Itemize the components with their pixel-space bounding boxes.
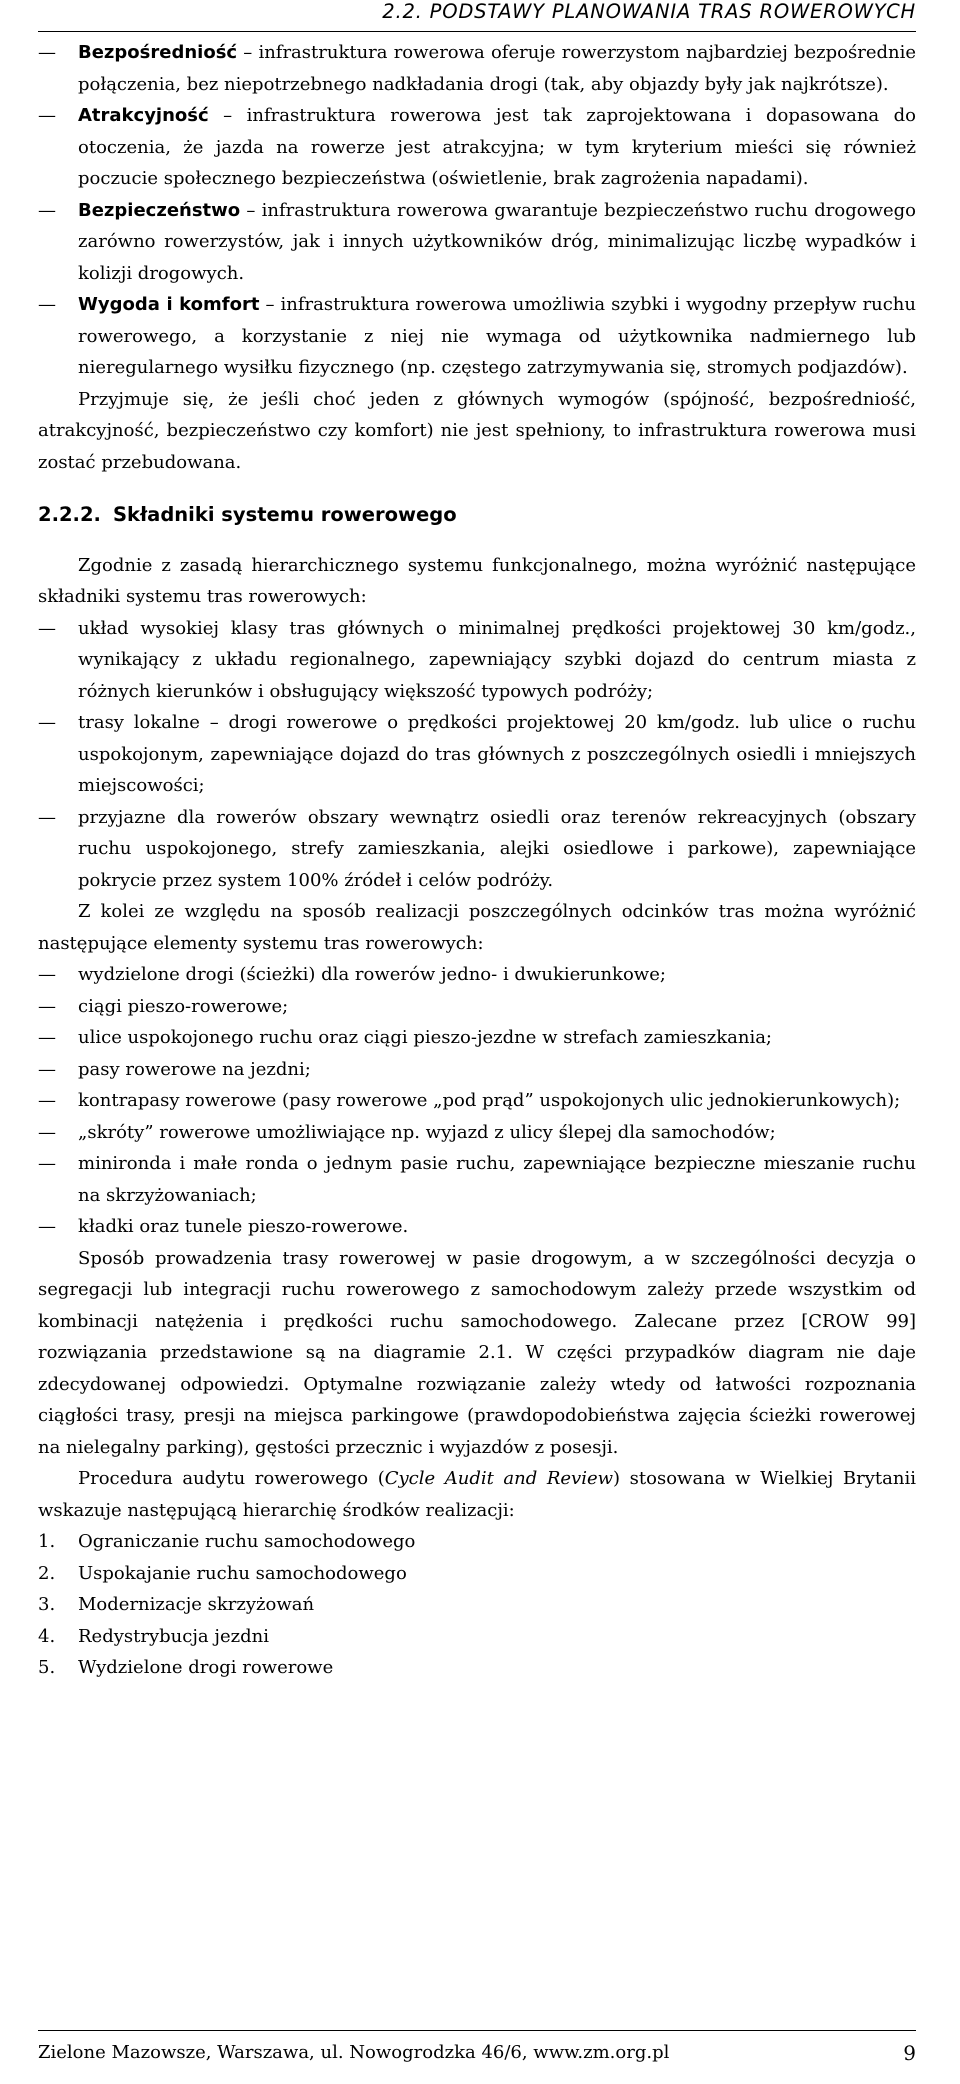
list-item: — kładki oraz tunele pieszo-rowerowe.: [38, 1216, 409, 1237]
list-item: — ciągi pieszo-rowerowe;: [38, 995, 289, 1017]
list-item: — wydzielone drogi (ścieżki) dla rowerów jedno- i dwukierunkowe;: [38, 964, 666, 985]
list-item: — ulice uspokojonego ruchu oraz ciągi pieszo-jezdne w strefach zamieszkania;: [38, 1027, 772, 1048]
subsection-number: 2.2.2.: [38, 503, 101, 526]
numbered-item: 4. Redystrybucja jezdni: [38, 1625, 269, 1647]
requirement-item: — Bezpośredniość – infrastruktura rowerowa oferuje rowerzystom najbardziej bezpośrednie połączenia, bez niepotrzebnego nadkładania drogi (tak, aby objazdy były jak najkrótsze).: [38, 42, 916, 95]
list-item: — kontrapasy rowerowe (pasy rowerowe „pod prąd” uspokojonych ulic jednokierunkowych);: [38, 1090, 901, 1111]
requirement-item: — Atrakcyjność – infrastruktura rowerowa jest tak zaprojektowana i dopasowana do otoczenia, że jazda na rowerze jest atrakcyjna; w tym kryterium mieści się również poczucie społecznego bezpieczeństwa (oświetlenie, brak zagrożenia napadami).: [38, 105, 916, 189]
intro-paragraph: Zgodnie z zasadą hierarchicznego systemu funkcjonalnego, można wyróżnić następujące składniki systemu tras rowerowych:: [38, 554, 916, 607]
running-head: 2.2. PODSTAWY PLANOWANIA TRAS ROWEROWYCH: [382, 0, 916, 23]
requirement-term: Bezpośredniość: [78, 42, 238, 63]
page-body: [38, 37, 916, 1684]
list-item: — minironda i małe ronda o jednym pasie ruchu, zapewniające bezpieczne mieszanie ruchu na skrzyżowaniach;: [38, 1153, 916, 1206]
page-footer: [38, 2038, 916, 2068]
list-item: — pasy rowerowe na jezdni;: [38, 1058, 311, 1080]
requirement-term: Wygoda i komfort: [78, 294, 260, 315]
numbered-item: 3. Modernizacje skrzyżowań: [38, 1594, 315, 1615]
italic-term: Cycle Audit and Review: [384, 1468, 614, 1489]
list-item: — „skróty” rowerowe umożliwiające np. wyjazd z ulicy ślepej dla samochodów;: [38, 1121, 776, 1143]
closing-paragraph: Przyjmuje się, że jeśli choć jeden z głównych wymogów (spójność, bezpośredniość, atrakcyjność, bezpieczeństwo czy komfort) nie jest spełniony, to infrastruktura rowerowa musi zostać przebudowana.: [38, 388, 916, 473]
numbered-item: 5. Wydzielone drogi rowerowe: [38, 1657, 334, 1678]
elements-intro: Z kolei ze względu na sposób realizacji poszczególnych odcinków tras można wyróżnić następujące elementy systemu tras rowerowych:: [38, 901, 916, 954]
requirement-text: infrastruktura rowerowa umożliwia szybki i wygodny przepływ ruchu rowerowego, a korzystanie z niej nie wymaga od użytkownika nadmiernego lub nieregularnego wysiłku fizycznego (np. częstego zatrzymywania się, stromych podjazdów).: [78, 294, 916, 378]
page-number: 9: [903, 2041, 916, 2065]
requirement-text: infrastruktura rowerowa jest tak zaprojektowana i dopasowana do otoczenia, że jazda na rowerze jest atrakcyjna; w tym kryterium mieści się również poczucie społecznego bezpieczeństwa (oświetlenie, brak zagrożenia napadami).: [78, 105, 916, 189]
method-paragraph: Sposób prowadzenia trasy rowerowej w pasie drogowym, a w szczególności decyzja o segregacji lub integracji ruchu rowerowego z samochodowym zależy przede wszystkim od kombinacji natężenia i prędkości ruchu samochodowego. Zalecane przez [CROW 99] rozwiązania przedstawione są na diagramie 2.1. W części przypadków diagram nie daje zdecydowanej odpowiedzi. Optymalne rozwiązanie zależy wtedy od łatwości rozpoznania ciągłości trasy, presji na miejsca parkingowe (prawdopodobieństwa zajęcia ścieżki rowerowej na nielegalny parking), gęstości przecznic i wyjazdów z posesji.: [38, 1247, 916, 1458]
list-item: — układ wysokiej klasy tras głównych o minimalnej prędkości projektowej 30 km/godz., wynikający z układu regionalnego, zapewniający szybki dojazd do centrum miasta z różnych kierunków i obsługujący większość typowych podróży;: [38, 617, 916, 702]
requirement-text: infrastruktura rowerowa gwarantuje bezpieczeństwo ruchu drogowego zarówno rowerzystów, jak i innych użytkowników dróg, minimalizując liczbę wypadków i kolizji drogowych.: [78, 199, 916, 284]
requirements-list: [38, 37, 916, 384]
list-item: — przyjazne dla rowerów obszary wewnątrz osiedli oraz terenów rekreacyjnych (obszary ruchu uspokojonego, strefy zamieszkania, alejki osiedlowe i parkowe), zapewniające pokrycie przez system 100% źródeł i celów podróży.: [38, 806, 916, 891]
subsection-title: Składniki systemu rowerowego: [112, 503, 457, 526]
elements-list: [38, 959, 916, 1243]
audit-paragraph: Procedura audytu rowerowego (Cycle Audit and Review) stosowana w Wielkiej Brytanii wskazuje następującą hierarchię środków realizacji:: [38, 1468, 916, 1521]
requirement-term: Atrakcyjność: [78, 105, 209, 126]
components-list: [38, 613, 916, 897]
requirement-item: — Bezpieczeństwo – infrastruktura rowerowa gwarantuje bezpieczeństwo ruchu drogowego zarówno rowerzystów, jak i innych użytkowników dróg, minimalizując liczbę wypadków i kolizji drogowych.: [38, 199, 916, 284]
footer-text: Zielone Mazowsze, Warszawa, ul. Nowogrodzka 46/6, www.zm.org.pl: [38, 2042, 670, 2063]
list-item: — trasy lokalne – drogi rowerowe o prędkości projektowej 20 km/godz. lub ulice o ruchu uspokojonym, zapewniające dojazd do tras głównych z poszczególnych osiedli i mniejszych miejscowości;: [38, 712, 916, 796]
requirement-term: Bezpieczeństwo: [78, 199, 241, 221]
requirement-item: — Wygoda i komfort – infrastruktura rowerowa umożliwia szybki i wygodny przepływ ruchu rowerowego, a korzystanie z niej nie wymaga od użytkownika nadmiernego lub nieregularnego wysiłku fizycznego (np. częstego zatrzymywania się, stromych podjazdów).: [38, 294, 916, 378]
hierarchy-list: [38, 1526, 916, 1684]
subsection-heading: [38, 499, 916, 531]
requirement-text: infrastruktura rowerowa oferuje rowerzystom najbardziej bezpośrednie połączenia, bez niepotrzebnego nadkładania drogi (tak, aby objazdy były jak najkrótsze).: [78, 42, 916, 95]
footer-rule: [38, 2030, 916, 2031]
header-rule: [38, 31, 916, 32]
numbered-item: 1. Ograniczanie ruchu samochodowego: [38, 1531, 416, 1552]
numbered-item: 2. Uspokajanie ruchu samochodowego: [38, 1562, 407, 1584]
